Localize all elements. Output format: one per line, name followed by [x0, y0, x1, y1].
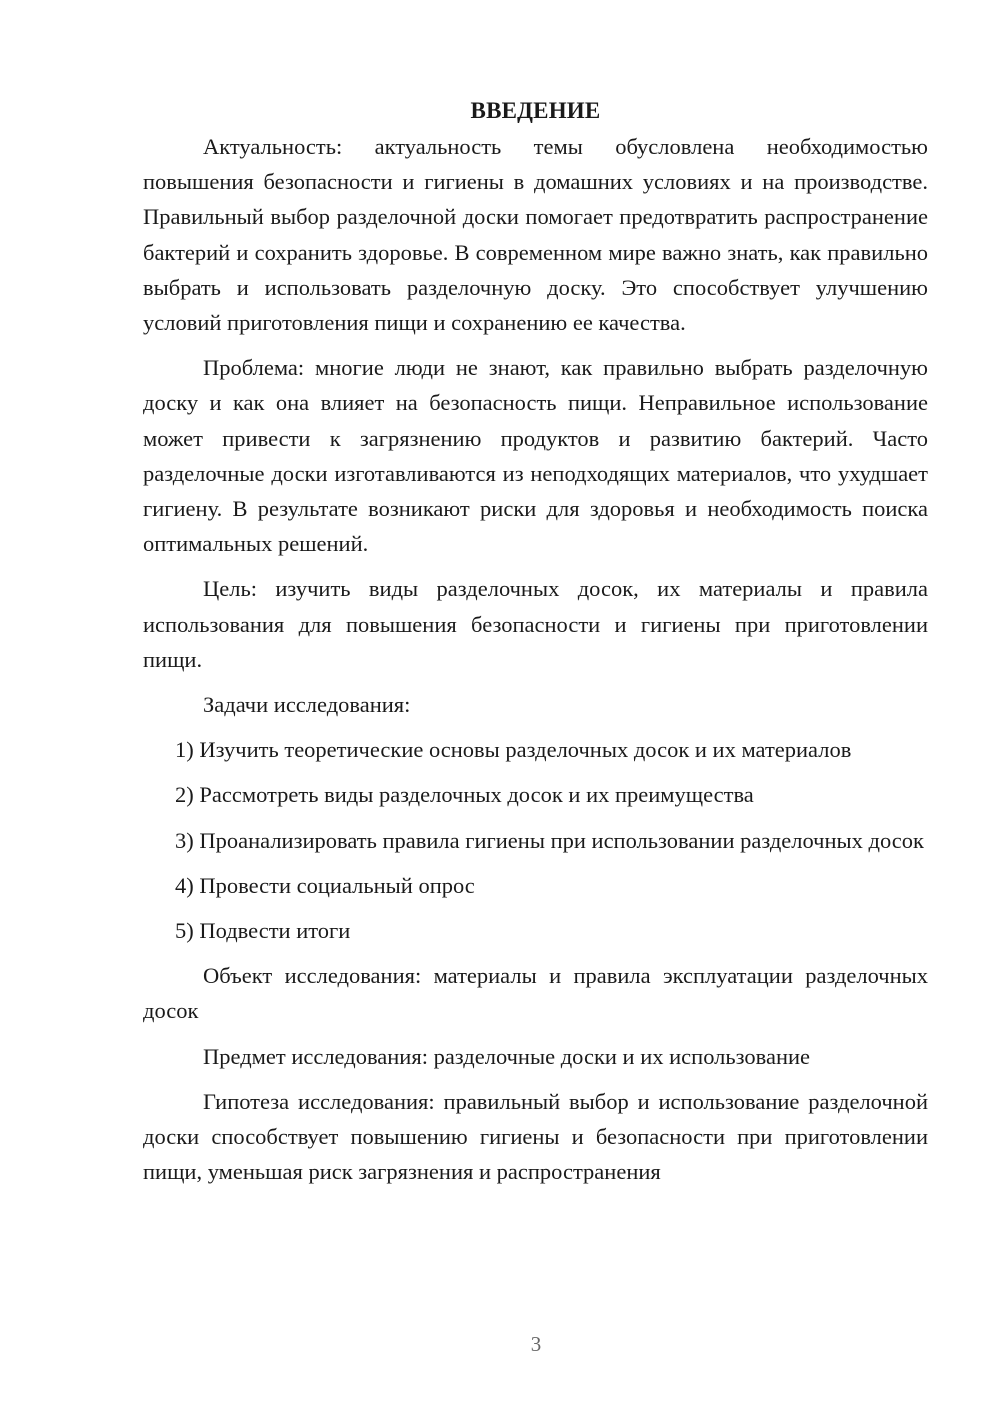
goal-paragraph: Цель: изучить виды разделочных досок, их материалы и правила использования для повышения безопасности и гигиены при приготовлении пищи. — [143, 576, 928, 672]
problem-paragraph: Проблема: многие люди не знают, как правильно выбрать разделочную доску и как она влияет на безопасность пищи. Неправильное использование может привести к загрязнению продуктов и развитию бактерий. Часто разделочные доски изготавливаются из неподходящих материалов, что ухудшает гигиену. В результате возникают риски для здоровья и необходимость поиска оптимальных решений. — [143, 355, 928, 557]
hypothesis-paragraph: Гипотеза исследования: правильный выбор и использование разделочной доски способствует повышению гигиены и безопасности при приготовлении пищи, уменьшая риск загрязнения и распространения — [143, 1088, 928, 1185]
page-number: 3 — [530, 1332, 542, 1356]
tasks-heading: Задачи исследования: — [203, 692, 411, 718]
section-title: ВВЕДЕНИЕ — [470, 98, 601, 123]
relevance-paragraph: Актуальность: актуальность темы обусловлена необходимостью повышения безопасности и гигиены в домашних условиях и на производстве. Правильный выбор разделочной доски помогает предотвратить распространение бактерий и сохранить здоровье. В современном мире важно знать, как правильно выбрать и использовать разделочную доску. Это способствует улучшению условий приготовления пищи и сохранению ее качества. — [143, 134, 928, 336]
task-item-5: 5) Подвести итоги — [175, 918, 351, 944]
page-body — [143, 93, 928, 1199]
task-item-2: 2) Рассмотреть виды разделочных досок и их преимущества — [175, 782, 754, 808]
task-item-3: 3) Проанализировать правила гигиены при использовании разделочных досок — [175, 827, 924, 853]
subject-paragraph: Предмет исследования: разделочные доски и их использование — [203, 1043, 811, 1069]
task-item-1: 1) Изучить теоретические основы разделочных досок и их материалов — [175, 737, 852, 763]
task-item-4: 4) Провести социальный опрос — [175, 872, 475, 898]
object-paragraph: Объект исследования: материалы и правила эксплуатации разделочных досок — [143, 963, 928, 1024]
